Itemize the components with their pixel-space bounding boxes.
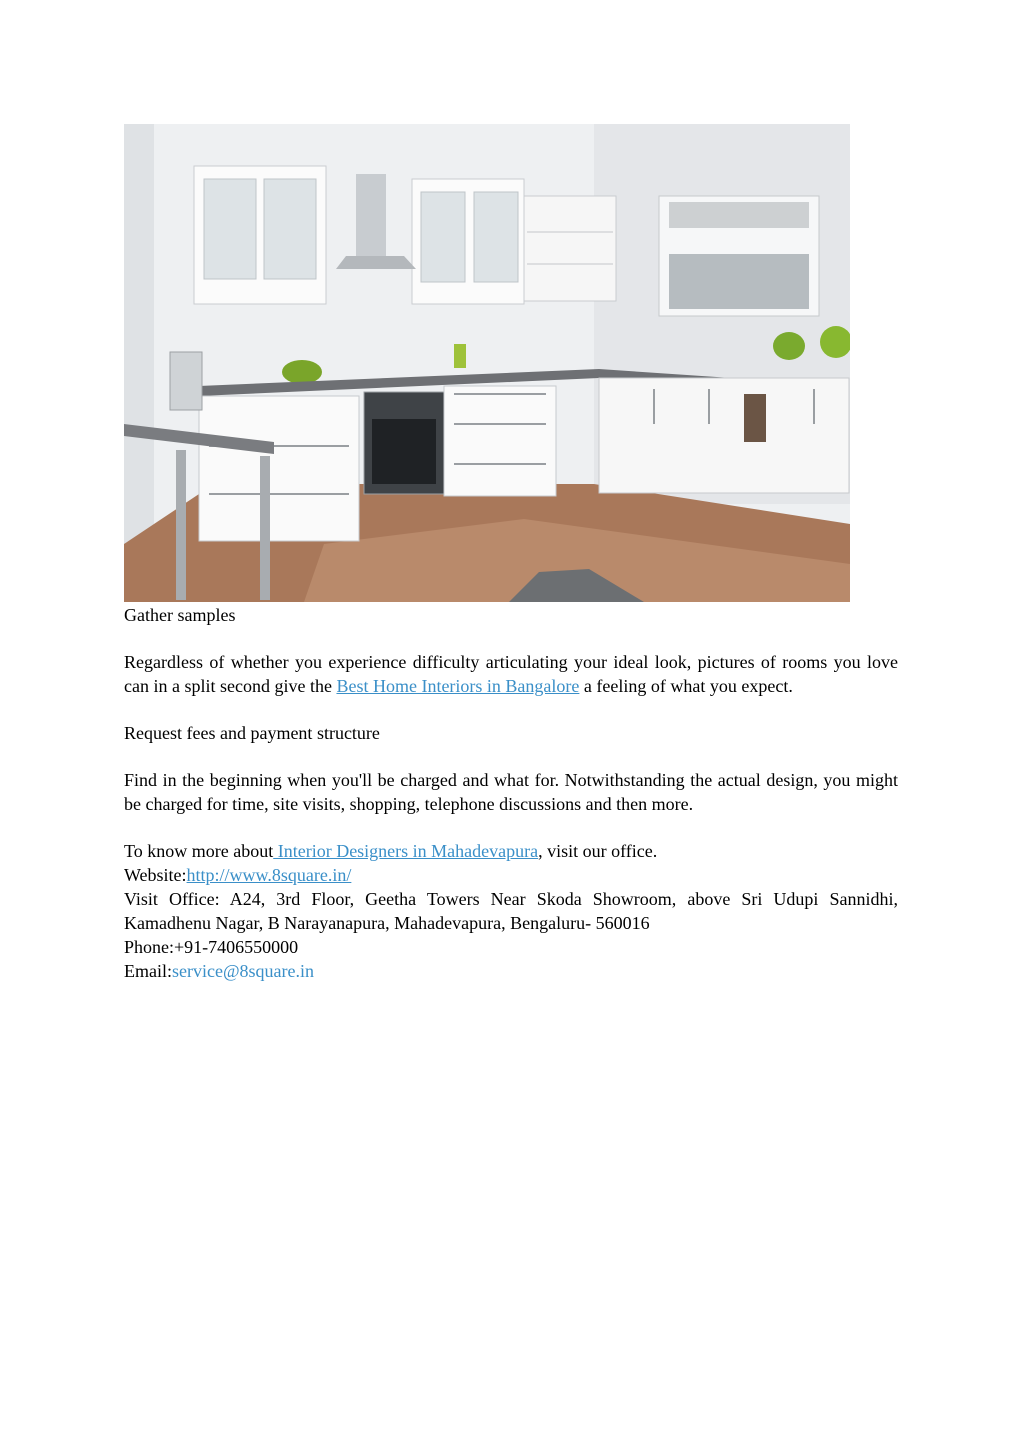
paragraph-text: a feeling of what you expect. <box>579 676 793 696</box>
know-more-text: To know more about <box>124 841 274 861</box>
website-line <box>124 863 898 887</box>
website-label: Website: <box>124 865 187 885</box>
document-body <box>124 603 898 983</box>
website-link[interactable]: http://www.8square.in/ <box>186 865 352 885</box>
section-heading-gather-samples: Gather samples <box>124 605 236 625</box>
section-heading-fees: Request fees and payment structure <box>124 723 380 743</box>
paragraph-text: Regardless of whether you experience difficulty articulating your ideal look, pictures of rooms you love can in a split second give the <box>124 652 898 696</box>
email-label: Email: <box>124 961 172 981</box>
best-home-interiors-link[interactable]: Best Home Interiors in Bangalore <box>336 676 580 696</box>
kitchen-photo <box>124 124 850 602</box>
phone-line: Phone:+91-7406550000 <box>124 937 299 957</box>
know-more-suffix: , visit our office. <box>538 841 658 861</box>
office-address: Visit Office: A24, 3rd Floor, Geetha Towers Near Skoda Showroom, above Sri Udupi Sannidhi, Kamadhenu Nagar, B Narayanapura, Mahadevapura, Bengaluru- 560016 <box>124 889 898 933</box>
know-more-line <box>124 839 898 863</box>
interior-designers-link[interactable]: Interior Designers in Mahadevapura <box>273 841 539 861</box>
paragraph-fees: Find in the beginning when you'll be charged and what for. Notwithstanding the actual design, you might be charged for time, site visits, shopping, telephone discussions and then more. <box>124 770 898 814</box>
email-line <box>124 959 898 983</box>
paragraph-samples <box>124 650 898 698</box>
email-address[interactable]: service@8square.in <box>172 961 315 981</box>
